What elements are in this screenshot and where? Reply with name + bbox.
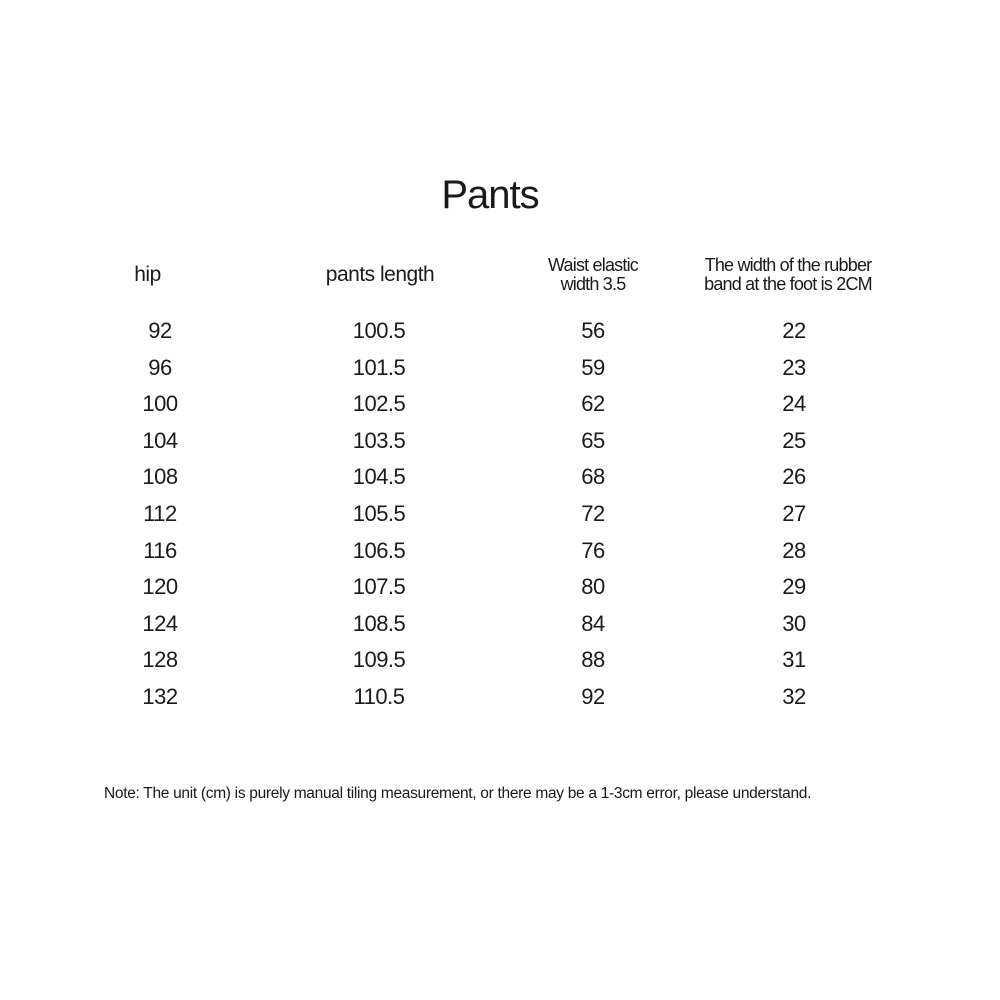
- waist-header-line-1: Waist elastic: [548, 255, 638, 275]
- hip-cell: 132: [142, 683, 178, 709]
- column-header-hip: hip: [134, 263, 161, 286]
- page-title: Pants: [441, 173, 539, 217]
- foot-band-cell: 29: [782, 574, 806, 600]
- foot-header-line-1: The width of the rubber: [704, 255, 872, 275]
- foot-band-cell: 23: [782, 354, 806, 380]
- hip-cell: 124: [142, 610, 178, 636]
- hip-cell: 92: [148, 318, 172, 343]
- pants-length-cell: 109.5: [352, 647, 406, 673]
- hip-cell: 100: [142, 391, 178, 417]
- hip-cell: 108: [142, 464, 178, 490]
- foot-band-cell: 22: [782, 318, 806, 343]
- waist-cell: 56: [581, 318, 605, 343]
- table-row: [0, 679, 1000, 716]
- waist-cell: 59: [581, 354, 605, 380]
- table-header: [0, 250, 1000, 300]
- table-row: [0, 606, 1000, 643]
- waist-header-line-2: width 3.5: [560, 274, 626, 294]
- pants-length-cell: 100.5: [352, 318, 406, 343]
- table-row: [0, 350, 1000, 387]
- waist-cell: 84: [581, 610, 605, 636]
- pants-length-cell: 110.5: [353, 683, 405, 709]
- waist-cell: 72: [581, 500, 605, 526]
- foot-band-cell: 31: [782, 647, 806, 673]
- waist-cell: 68: [581, 464, 605, 490]
- foot-band-cell: 30: [782, 610, 806, 636]
- foot-band-cell: 25: [782, 427, 806, 453]
- column-header-waist-elastic: [520, 250, 666, 300]
- waist-cell: 88: [581, 647, 605, 673]
- foot-band-cell: 24: [782, 391, 806, 417]
- measurement-note: Note: The unit (cm) is purely manual tiling measurement, or there may be a 1-3cm error, please understand.: [104, 785, 812, 802]
- hip-cell: 116: [143, 537, 177, 563]
- pants-length-cell: 103.5: [352, 427, 406, 453]
- waist-cell: 76: [581, 537, 605, 563]
- table-row: [0, 459, 1000, 496]
- column-header-pants-length: pants length: [325, 263, 435, 286]
- foot-band-cell: 26: [782, 464, 806, 490]
- column-header-foot-band: [668, 250, 908, 300]
- hip-cell: 128: [142, 647, 178, 673]
- table-row: [0, 496, 1000, 533]
- table-row: [0, 533, 1000, 570]
- foot-header-line-2: band at the foot is 2CM: [704, 274, 872, 294]
- pants-length-cell: 105.5: [352, 500, 406, 526]
- hip-cell: 112: [143, 500, 177, 526]
- pants-length-cell: 108.5: [352, 610, 406, 636]
- pants-length-cell: 102.5: [352, 391, 406, 417]
- hip-cell: 96: [148, 354, 172, 380]
- foot-band-cell: 32: [782, 683, 806, 709]
- hip-cell: 104: [142, 427, 178, 453]
- foot-band-cell: 28: [782, 537, 806, 563]
- pants-length-cell: 106.5: [352, 537, 406, 563]
- waist-cell: 80: [581, 574, 605, 600]
- waist-cell: 92: [581, 683, 605, 709]
- table-row: [0, 313, 1000, 350]
- table-row: [0, 569, 1000, 606]
- table-row: [0, 423, 1000, 460]
- pants-length-cell: 101.5: [352, 354, 406, 380]
- foot-band-cell: 27: [782, 500, 806, 526]
- table-row: [0, 642, 1000, 679]
- pants-length-cell: 107.5: [352, 574, 406, 600]
- size-table-body: [0, 313, 1000, 716]
- waist-cell: 62: [581, 391, 605, 417]
- table-row: [0, 386, 1000, 423]
- waist-cell: 65: [581, 427, 605, 453]
- pants-length-cell: 104.5: [352, 464, 406, 490]
- hip-cell: 120: [142, 574, 178, 600]
